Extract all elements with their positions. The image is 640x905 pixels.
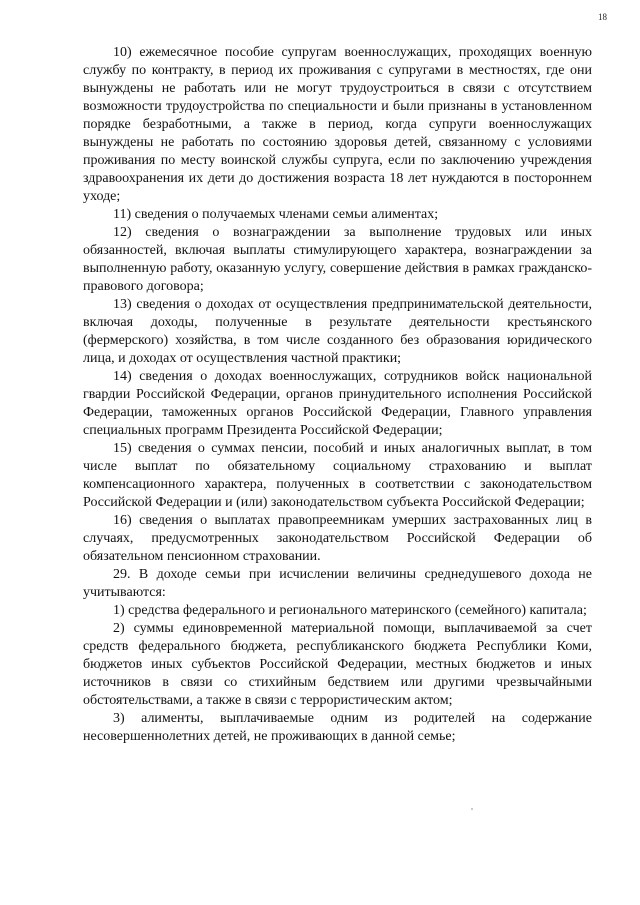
- paragraph-item-15: 15) сведения о суммах пенсии, пособий и иных аналогичных выплат, в том числе выплат по обязательному социальному страхованию и выплат компенсационного характера, полученных в соответствии с законодательством Российской Федерации и (или) законодательством субъекта Российской Федерации;: [83, 441, 592, 510]
- paragraph-item-12: 12) сведения о вознаграждении за выполнение трудовых или иных обязанностей, включая выплаты стимулирующего характера, вознаграждении за выполненную работу, оказанную услугу, совершение действия в рамках гражданско-правового договора;: [83, 225, 592, 294]
- paragraph-item-10: 10) ежемесячное пособие супругам военнослужащих, проходящих военную службу по контракту, в период их проживания с супругами в местностях, где они вынуждены не работать или не могут трудоустроиться в связи с отсутствием возможности трудоустройства по специальности и были признаны в установленном порядке безработными, а также в период, когда супруги военнослужащих вынуждены не работать по состоянию здоровья детей, связанному с условиями проживания по месту воинской службы супруга, если по заключению учреждения здравоохранения их дети до достижения возраста 18 лет нуждаются в постороннем уходе;: [83, 45, 592, 204]
- paragraph-item-13: 13) сведения о доходах от осуществления предпринимательской деятельности, включая доходы, полученные в результате деятельности крестьянского (фермерского) хозяйства, в том числе созданного без образования юридического лица, и доходах от осуществления частной практики;: [83, 297, 592, 366]
- scan-speck: [471, 808, 473, 810]
- paragraph-clause-29: 29. В доходе семьи при исчислении величины среднедушевого дохода не учитываются:: [83, 567, 592, 600]
- paragraph-exclusion-3: 3) алименты, выплачиваемые одним из родителей на содержание несовершеннолетних детей, не проживающих в данной семье;: [83, 711, 592, 744]
- document-body: [83, 44, 592, 746]
- paragraph-item-16: 16) сведения о выплатах правопреемникам умерших застрахованных лиц в случаях, предусмотренных законодательством Российской Федерации об обязательном пенсионном страховании.: [83, 513, 592, 564]
- paragraph-exclusion-1: 1) средства федерального и регионального материнского (семейного) капитала;: [113, 603, 587, 618]
- paragraph-item-11: 11) сведения о получаемых членами семьи алиментах;: [113, 207, 439, 222]
- paragraph-exclusion-2: 2) суммы единовременной материальной помощи, выплачиваемой за счет средств федерального бюджета, республиканского бюджета Республики Коми, бюджетов иных субъектов Российской Федерации, местных бюджетов и иных источников в связи со стихийным бедствием или другими чрезвычайными обстоятельствами, а также в связи с террористическим актом;: [83, 621, 592, 708]
- page-number: 18: [598, 12, 607, 22]
- paragraph-item-14: 14) сведения о доходах военнослужащих, сотрудников войск национальной гвардии Российской Федерации, органов принудительного исполнения Российской Федерации, таможенных органов Российской Федерации, Главного управления специальных программ Президента Российской Федерации;: [83, 369, 592, 438]
